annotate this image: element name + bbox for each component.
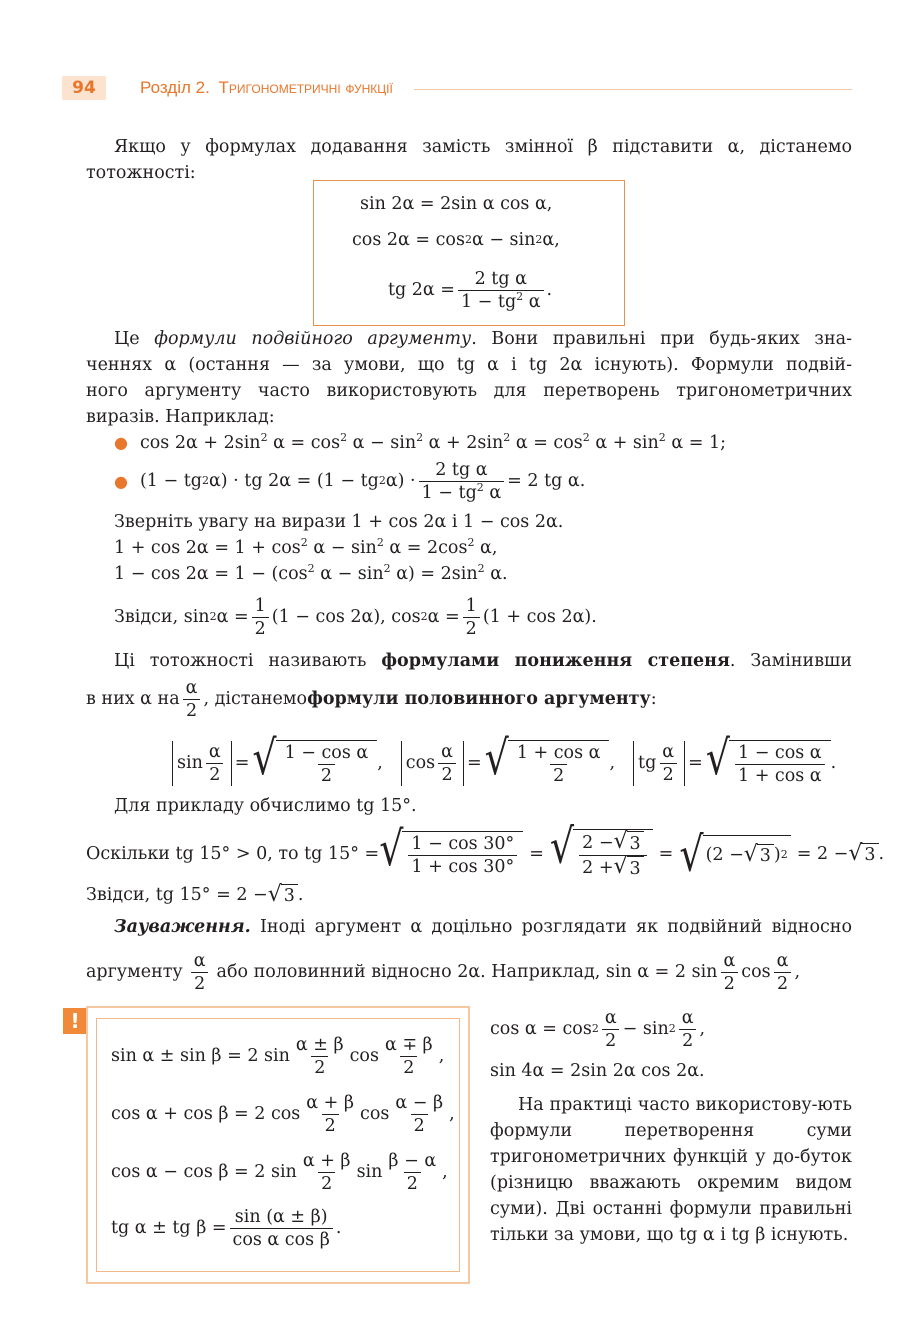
sum-to-product-box-outer — [86, 1006, 470, 1284]
paragraph-double-line2: ченнях α (остання — за умови, що tg α і tg 2α існують). Формули подвій- — [86, 355, 852, 375]
square-root: √ $\frac{\text{1 − cos α}}{\text{1 + cos α}}$ — [706, 740, 831, 787]
square-root: √ 2 − √ 3 2 + √ 3 — [550, 829, 653, 880]
right-paragraph-practice: На практиці часто використову-ють формули перетворення суми тригонометричних функцій у до-буток (різницю вважають окремим видом суми). Дві останні формули правильні тільки за умови, що tg α і tg β існують. — [490, 1095, 852, 1245]
paragraph-power-reduction: Ці тотожності називають формулами пониження степеня. Замінивши — [114, 651, 852, 671]
example-tg15-computation: Оскільки tg 15° > 0, то tg 15° = √ $\frac{1 - \cos 30^\circ}{1 + \cos 30^\circ}$ = √ 2 − √ 3 2 + √ 3 = √ (2 − √ 3 ) 2 = 2 − √ 3 . — [86, 818, 885, 882]
chapter-label: Розділ 2. — [140, 78, 210, 97]
bullet-example-1: ● $\cos 2\alpha + 2\sin^2$ $\alpha = \cos^2 \alpha - \sin^2 \alpha + 2\sin^2$ $\alpha = \cos^2 \alpha + \sin^2 \alpha = 1$; — [114, 431, 726, 453]
formula-sin-2a: sin 2α = 2sin α cos α, — [360, 194, 553, 214]
paragraph-double-line1: Це формули подвійного аргументу. Вони правильні при будь-яких зна- — [114, 329, 852, 349]
identity-one-minus-cos: $1 - \cos 2\alpha = 1 - (\cos^2$ $\alpha - \sin^2 \alpha) = 2\sin^2$ α. — [114, 562, 508, 584]
square-root: √ $\frac{\text{1 + cos α}}{2}$ — [485, 740, 610, 787]
formula-tg-2a: tg 2α = $\frac{\text{2 tg α}}{1 - tg^2 \alpha}$ . — [388, 268, 553, 312]
formula-tg-sum: tg α ± tg β = $\frac{\sin (\alpha \pm \beta)}{\text{cos α cos β}}$ . — [111, 1206, 342, 1250]
paragraph-intro-line1: Якщо у формулах додавання замість змінної β підставити α, дістанемо — [114, 137, 852, 157]
identity-one-plus-cos: $1 + \cos 2\alpha = 1 + \cos^2 \alpha - \sin^2 \alpha = 2\cos^2$ α, — [114, 536, 498, 558]
formula-sin-sum: sin α ± sin β = 2 sin $\frac{\alpha \pm \beta}{2}$ cos $\frac{\alpha \mp \beta}{2}$ , — [111, 1034, 445, 1078]
fraction: $\frac{1}{2}$ — [463, 595, 480, 640]
power-reduction-formulas: Звідси, sin 2 α = $\frac{1}{2}$ (1 − cos 2α), cos 2 α = $\frac{1}{2}$ (1 + cos 2α). — [114, 595, 597, 639]
fraction: $\frac{\text{2 tg α}}{1 - tg^2 \alpha}$ — [458, 268, 544, 313]
fraction: $\frac{1}{2}$ — [252, 595, 269, 640]
paragraph-intro-line2: тотожності: — [86, 163, 196, 183]
bullet-example-2: ● (1 − tg 2 α) · tg 2α = (1 − tg 2 α) · $\frac{\text{2 tg α}}{1 - tg^2 \alpha}$ = 2 tg α. — [114, 459, 586, 503]
fraction: $\frac{\text{2 tg α}}{1 - tg^2 \alpha}$ — [419, 459, 505, 504]
formula-cos-sum: cos α + cos β = 2 cos $\frac{\alpha + \beta}{2}$ cos $\frac{\alpha - \beta}{2}$ , — [111, 1092, 455, 1136]
square-root: √ $\frac{\text{1 − cos α}}{2}$ — [252, 740, 377, 787]
header-rule — [414, 89, 852, 90]
square-root: √ (2 − √ 3 ) 2 — [679, 835, 790, 873]
remark-line1: Зауваження. Іноді аргумент α доцільно розглядати як подвійний відносно — [114, 917, 852, 937]
half-argument-formulas: sin $\frac{\alpha}{2}$ = √ $\frac{\text{1 − cos α}}{2}$ , cos $\frac{\alpha}{2}$ = √ $\frac{\text{1 + cos α}}{2}$ , tg $\frac{\alpha}{2}$ = √ $\frac{\text{1 − cos α}}{\text{1 + cos α}}$ . — [172, 736, 836, 790]
square-root: √ $\frac{1 - \cos 30^\circ}{1 + \cos 30^\circ}$ — [379, 831, 523, 878]
right-formula-sin-4a: sin 4α = 2sin 2α cos 2α. — [490, 1061, 705, 1081]
exclamation-icon: ! — [63, 1008, 87, 1034]
paragraph-half-argument: в них α на $\frac{\alpha}{2}$ , дістанемо формули половинного аргументу : — [86, 677, 657, 721]
example-tg15-intro: Для прикладу обчислимо tg 15°. — [114, 796, 417, 816]
fraction: $\frac{\alpha}{2}$ — [183, 677, 201, 722]
sum-to-product-box — [96, 1018, 460, 1272]
running-header — [62, 74, 852, 104]
paragraph-note-expressions: Зверніть увагу на вирази 1 + cos 2α і 1 − cos 2α. — [114, 512, 564, 532]
double-argument-formula-box — [313, 180, 625, 326]
paragraph-double-line3: ного аргументу часто використовують для перетворень тригонометричних — [86, 381, 852, 401]
bullet-dot-icon: ● — [114, 471, 128, 491]
chapter-name: Тригонометричні функції — [218, 78, 393, 97]
bullet-dot-icon: ● — [114, 433, 128, 452]
chapter-title — [140, 76, 393, 100]
remark-line2: аргументу $\frac{\alpha}{2}$ або половинний відносно 2α. Наприклад, sin α = 2 sin $\frac{\alpha}{2}$ cos $\frac{\alpha}{2}$ , — [86, 950, 801, 994]
paragraph-double-line4: виразів. Наприклад: — [86, 407, 275, 427]
right-formula-cos-a: cos α = cos 2 $\frac{\alpha}{2}$ − sin 2 $\frac{\alpha}{2}$ , — [490, 1007, 706, 1051]
example-tg15-result: Звідси, tg 15° = 2 − √ 3 . — [86, 882, 304, 907]
page-number: 94 — [62, 76, 106, 100]
formula-cos-2a: cos 2α = cos 2 α − sin 2 α, — [352, 230, 560, 250]
formula-cos-diff: cos α − cos β = 2 sin $\frac{\alpha + \beta}{2}$ sin $\frac{\beta - \alpha}{2}$ , — [111, 1150, 448, 1194]
